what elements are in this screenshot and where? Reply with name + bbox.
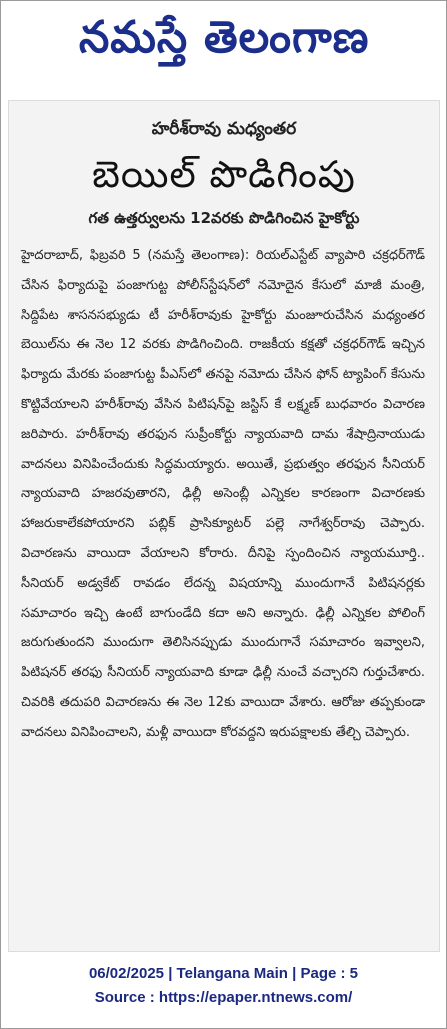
article-clipping — [8, 100, 440, 952]
newspaper-masthead — [8, 4, 440, 82]
footer-edition-line: 06/02/2025 | Telangana Main | Page : 5 — [88, 965, 359, 982]
page-footer — [0, 962, 447, 1010]
article-kicker: హరీశ్‌రావు మధ్యంతర — [151, 119, 297, 139]
article-subhead: గత ఉత్తర్వులను 12వరకు పొడిగించిన హైకోర్టు — [88, 209, 360, 227]
masthead-title: నమస్తే తెలంగాణ — [78, 12, 370, 63]
article-body: హైదరాబాద్, ఫిబ్రవరి 5 (నమస్తే తెలంగాణ): రియల్‌ఎస్టేట్ వ్యాపారి చక్రధర్‌గౌడ్ చేసిన ఫిర్యాదుపై పంజాగుట్ట పోలీస్‌స్టేషన్‌లో నమోదైన కేసులో మాజీ మంత్రి, సిద్దిపేట శాసనసభ్యుడు టీ హరీశ్‌రావుకు హైకోర్టు మంజూరుచేసిన మధ్యంతర బెయిల్‌ను ఈ నెల 12 వరకు పొడిగించింది. రాజకీయ కక్షతో చక్రధర్‌గౌడ్ ఇచ్చిన ఫిర్యాదు మేరకు పంజాగుట్ట పీఎస్‌లో తనపై నమోదు చేసిన ఫోన్ ట్యాపింగ్ కేసును కొట్టివేయాలని హరీశ్‌రావు వేసిన పిటిషన్‌పై జస్టిస్ కే లక్ష్మణ్ బుధవారం విచారణ జరిపారు. హరీశ్‌రావు తరఫున సుప్రీంకోర్టు న్యాయవాది దామ శేషాద్రినాయుడు వాదనలు వినిపించేందుకు సిద్ధమయ్యారు. అయితే, ప్రభుత్వం తరఫున సీనియర్ న్యాయవాది హజరవుతారని, ఢిల్లీ అసెంబ్లీ ఎన్నికల కారణంగా విచారణకు హాజరుకాలేకపోయారని పబ్లిక్ ప్రాసిక్యూటర్ పల్లె నాగేశ్వర్‌రావు చెప్పారు. విచారణను వాయిదా వేయాలని కోరారు. దీనిపై స్పందించిన న్యాయమూర్తి.. సీనియర్ అడ్వకేట్ రావడం లేదన్న విషయాన్ని ముందుగానే పిటిషనర్లకు సమాచారం ఇచ్చి ఉంటే బాగుండేది కదా అని అన్నారు. ఢిల్లీ ఎన్నికల పోలింగ్ జరుగుతుందని ముందుగా తెలిసినప్పుడు ముందుగానే సమాచారం ఇవ్వాలని, పిటిషనర్ తరఫు సీనియర్ న్యాయవాది కూడా ఢిల్లీ నుంచే వచ్చారని గుర్తుచేశారు. చివరికి తదుపరి విచారణను ఈ నెల 12కు వాయిదా వేశారు. ఆరోజు తప్పకుండా వాదనలు వినిపించాలని, మళ్లీ వాయిదా కోరవద్దని ఇరుపక్షాలకు తేల్చి చెప్పారు. — [21, 248, 425, 740]
footer-source-link[interactable]: Source : https://epaper.ntnews.com/ — [94, 989, 353, 1006]
article-headline: బెయిల్ పొడిగింపు — [92, 153, 356, 196]
